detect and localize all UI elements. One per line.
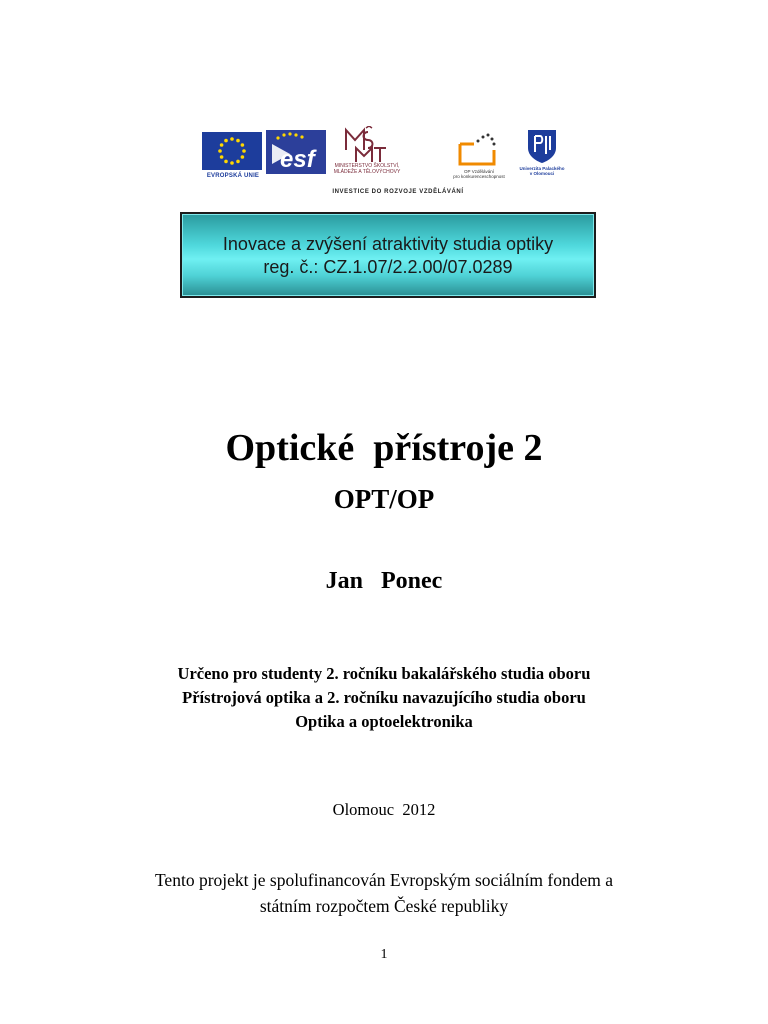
upol-logo bbox=[526, 128, 558, 164]
project-name: Inovace a zvýšení atraktivity studia optiky bbox=[222, 234, 554, 254]
msmt-caption-line: MINISTERSTVO ŠKOLSTVÍ, bbox=[334, 163, 400, 169]
logo-strip bbox=[200, 126, 590, 202]
logo-tagline: INVESTICE DO ROZVOJE VZDĚLÁVÁNÍ bbox=[332, 189, 464, 195]
course-code: OPT/OP bbox=[333, 484, 435, 514]
funding-statement bbox=[0, 867, 768, 919]
audience-line: Určeno pro studenty 2. ročníku bakalářského studia oboru bbox=[177, 664, 591, 683]
upol-shield-icon bbox=[526, 128, 558, 164]
esf-icon bbox=[266, 130, 326, 174]
upol-caption-line: Univerzita Palackého bbox=[519, 166, 565, 171]
audience-note bbox=[0, 662, 768, 734]
upol-caption bbox=[518, 166, 566, 176]
page-number: 1 bbox=[380, 947, 388, 962]
place-and-year: Olomouc 2012 bbox=[332, 800, 436, 819]
msmt-caption bbox=[328, 163, 406, 175]
op-caption-line: pro konkurenceschopnost bbox=[453, 174, 505, 179]
op-vk-caption bbox=[444, 169, 514, 179]
eu-caption: EVROPSKÁ UNIE bbox=[206, 173, 260, 179]
project-registration: reg. č.: CZ.1.07/2.2.00/07.0289 bbox=[263, 257, 513, 277]
audience-line: Přístrojová optika a 2. ročníku navazujícího studia oboru bbox=[182, 688, 586, 707]
op-caption-line: OP Vzdělávání bbox=[464, 169, 494, 174]
funding-line: Tento projekt je spolufinancován Evropským sociálním fondem a bbox=[154, 870, 614, 890]
eu-flag-logo bbox=[202, 132, 262, 170]
document-title: Optické přístroje 2 bbox=[225, 427, 543, 469]
funding-line: státním rozpočtem České republiky bbox=[259, 896, 509, 916]
project-banner bbox=[180, 212, 596, 298]
op-vk-logo bbox=[454, 132, 500, 170]
author-name: Jan Ponec bbox=[325, 568, 443, 594]
msmt-caption-line: MLÁDEŽE A TĚLOVÝCHOVY bbox=[333, 169, 401, 175]
audience-line: Optika a optoelektronika bbox=[295, 712, 473, 731]
esf-logo bbox=[266, 130, 326, 174]
op-vk-icon bbox=[454, 132, 500, 170]
upol-caption-line: v Olomouci bbox=[529, 171, 555, 176]
eu-stars-icon bbox=[202, 132, 262, 170]
svg-text:esf: esf bbox=[280, 146, 315, 173]
